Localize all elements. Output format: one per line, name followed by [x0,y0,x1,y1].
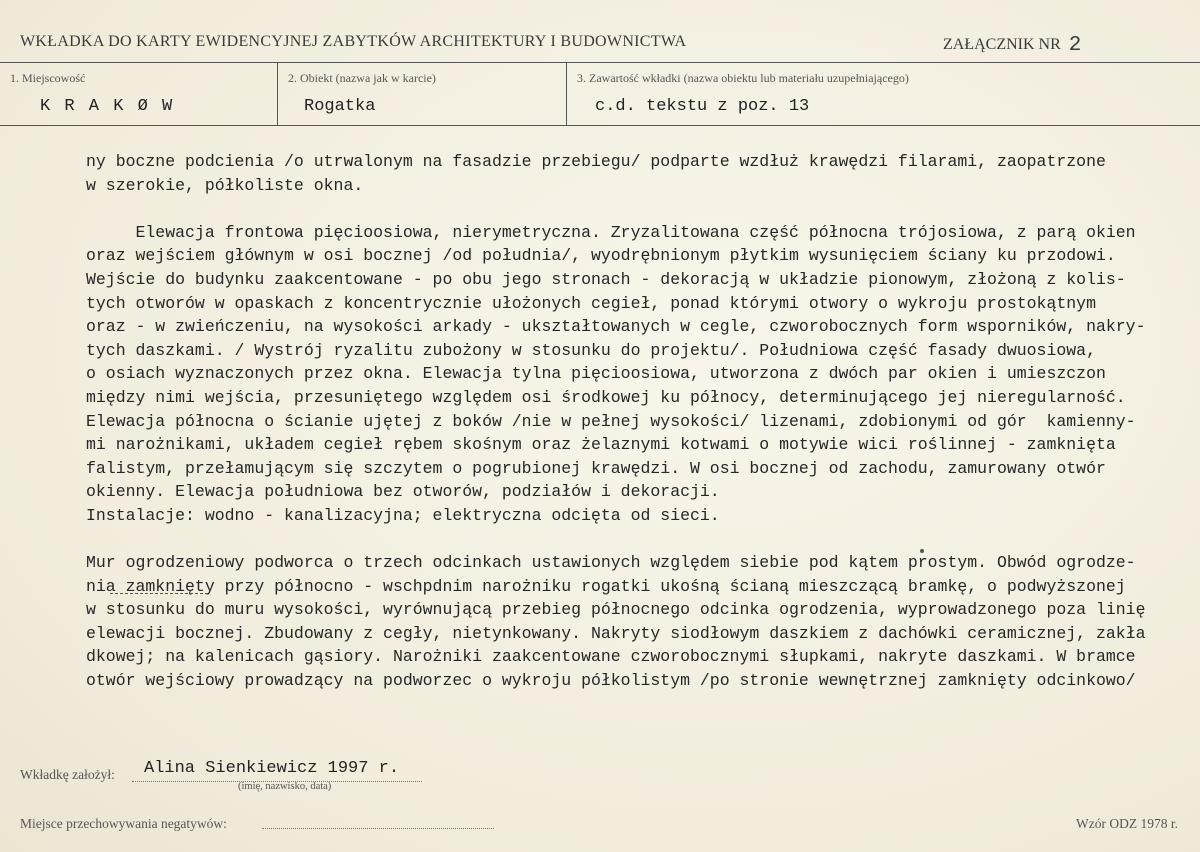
body-line: o osiach wyznaczonych przez okna. Elewacja tylna pięcioosiowa, utworzona z dwóch par okien i umieszczon [86,364,1106,384]
contents-value: c.d. tekstu z poz. 13 [595,97,810,116]
locality-value: K R A K Ø W [40,97,175,116]
body-line: dkowej; na kalenicach gąsiory. Narożniki zaakcentowane czworobocznymi słupkami, nakryte daszkami. W bramce [86,647,1136,667]
annex-label-text: ZAŁĄCZNIK NR [943,36,1061,53]
body-line: w stosunku do muru wysokości, wyrównującą przebieg północnego odcinka ogrodzenia, wyprowadzonego poza linię [86,600,1146,620]
founded-caption: (imię, nazwisko, data) [238,781,332,792]
annex-number: 2 [1068,34,1082,57]
contents-cell [566,63,1199,125]
form-header-table [0,62,1200,126]
body-line: oraz - w zwieńczeniu, na wysokości arkady - ukształtowanych w cegle, czworobocznych form wsporników, nakry- [86,317,1146,337]
body-line: Mur ogrodzeniowy podworca o trzech odcinkach ustawionych względem siebie pod kątem prostym. Obwód ogrodze- [86,553,1136,573]
body-line [86,197,1200,221]
body-line: nia zamknięty przy północno - wschpdnim narożniku rogatki ukośną ścianą mieszczącą bramkę, o podwyższonej [86,576,1126,596]
body-line: Instalacje: wodno - kanalizacyjna; elektryczna odcięta od sieci. [86,505,720,525]
body-line: między nimi wejścia, przesuniętego względem osi środkowej ku północy, determinującego jej nieregularność. [86,387,1126,407]
body-line: okienny. Elewacja południowa bez otworów, podziałów i dekoracji. [86,482,720,502]
body-line: tych otworów w opaskach z koncentrycznie ułożonych cegieł, ponad którymi otwory o wykroju prostokątnym [86,293,1096,313]
ink-speck [920,549,924,553]
body-line: tych daszkami. / Wystrój ryzalitu zubożony w stosunku do projektu/. Południowa część fasady dwuosiowa, [86,340,1096,360]
body-line: elewacji bocznej. Zbudowany z cegły, nietynkowany. Nakryty siodłowym daszkiem z dachówki ceramicznej, zakła [86,623,1146,643]
body-line: oraz wejściem głównym w osi bocznej /od południa/, wyodrębnionym płytkim wysunięciem ściany ku przodowi. [86,246,1116,266]
pencil-underline [110,593,208,594]
contents-label: 3. Zawartość wkładki (nazwa obiektu lub materiału uzupełniającego) [577,71,909,85]
object-label: 2. Obiekt (nazwa jak w karcie) [288,71,436,85]
body-line: ny boczne podcienia /o utrwalonym na fasadzie przebiegu/ podparte wzdłuż krawędzi filarami, zaopatrzone [86,152,1106,171]
body-line: falistym, przełamującym się szczytem o pogrubionej krawędzi. W osi bocznej od zachodu, zamurowany otwór [86,458,1106,478]
body-line: Elewacja północna o ścianie ujętej z boków /nie w pełnej wysokości/ lizenami, zdobionymi od gór kamienny- [86,411,1136,431]
object-value: Rogatka [304,97,376,116]
typed-body-text [86,150,1200,693]
body-line [86,528,1200,552]
founded-label: Wkładkę założył: [20,767,115,782]
document-title: WKŁADKA DO KARTY EWIDENCYJNEJ ZABYTKÓW ARCHITEKTURY I BUDOWNICTWA [20,33,687,50]
annex-label [943,33,1081,56]
locality-cell [0,63,277,125]
object-cell [277,63,567,125]
body-line: Wejście do budynku zaakcentowane - po obu jego stronach - dekoracją w układzie pionowym, złożoną z kolis- [86,269,1126,289]
body-line: otwór wejściowy prowadzący na podworzec o wykroju półkolistym /po stronie wewnętrznej zamknięty odcinkowo/ [86,671,1136,691]
negatives-dotted-line [262,828,494,829]
body-line: Elewacja frontowa pięcioosiowa, nierymetryczna. Zryzalitowana część północna trójosiowa, z parą okien [86,222,1136,242]
founded-value: Alina Sienkiewicz 1997 r. [144,759,400,778]
body-line: mi narożnikami, układem cegieł rębem skośnym oraz żelaznymi kotwami o motywie wici roślinnej - zamknięta [86,435,1116,455]
negatives-label: Miejsce przechowywania negatywów: [20,816,227,831]
locality-label: 1. Miejscowość [10,71,86,85]
body-line: w szerokie, półkoliste okna. [86,175,364,195]
form-code: Wzór ODZ 1978 r. [1076,816,1178,831]
